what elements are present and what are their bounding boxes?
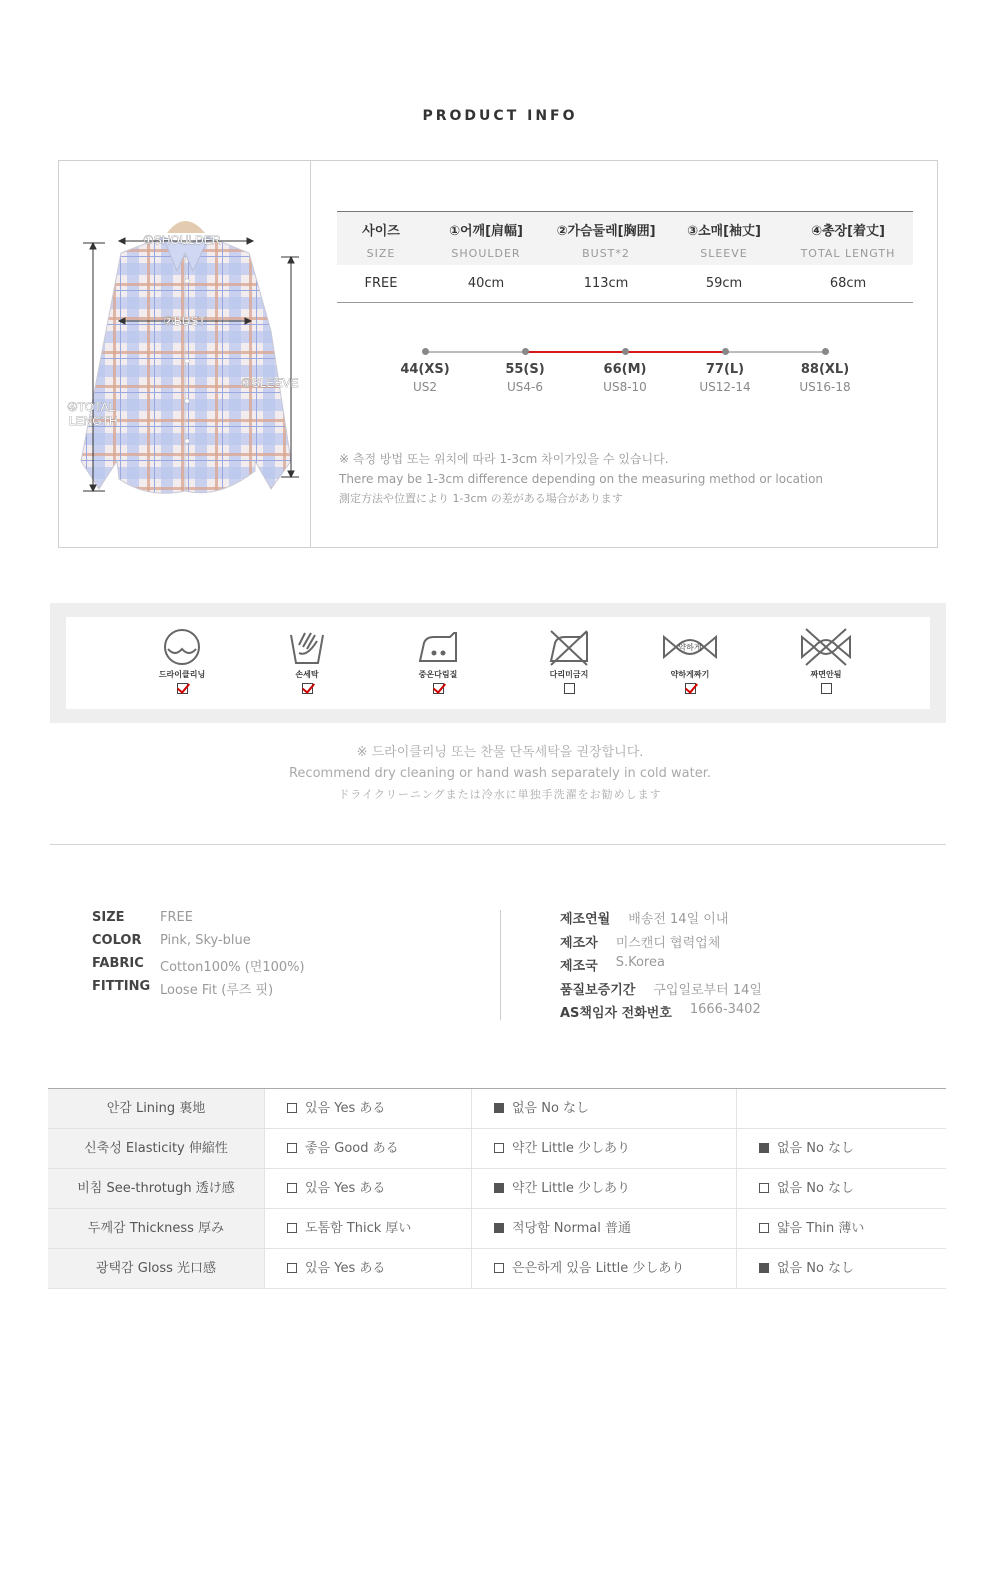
option-checkbox [759, 1183, 769, 1193]
option-checkbox [287, 1183, 297, 1193]
scale-label: 66(M) US8-10 [603, 362, 647, 394]
product-info-box [58, 160, 938, 548]
spec-key: COLOR [92, 933, 142, 948]
cell-bust: 113cm [583, 276, 629, 291]
spec-key: 제조자 [560, 935, 598, 951]
care-checkbox [433, 683, 444, 694]
care-item-dry-clean [132, 627, 232, 694]
spec-key: 제조연월 [560, 912, 611, 927]
feature-option: 없음 No なし [736, 1249, 946, 1288]
spec-key: 제조국 [560, 959, 598, 974]
feature-row-thickness [48, 1209, 946, 1249]
size-scale [400, 346, 851, 406]
feature-option: 약간 Little 少しあり [471, 1169, 736, 1208]
care-note-en: Recommend dry cleaning or hand wash separately in cold water. [288, 766, 711, 781]
care-label: 짜면안됨 [810, 670, 842, 679]
spec-row [92, 956, 305, 979]
spec-list-left [92, 910, 305, 1002]
feature-name: 두께감 Thickness 厚み [48, 1209, 264, 1248]
dry-clean-icon [162, 627, 202, 667]
feature-option: 좋음 Good ある [264, 1129, 471, 1168]
spec-key: SIZE [92, 910, 125, 925]
feature-option: 있음 Yes ある [264, 1249, 471, 1288]
spec-value: Cotton100% (면100%) [160, 960, 305, 975]
care-checkbox [177, 683, 188, 694]
no-iron-icon [547, 627, 591, 667]
feature-option: 적당함 Normal 普通 [471, 1209, 736, 1248]
spec-separator [500, 910, 501, 1020]
option-checkbox [494, 1143, 504, 1153]
care-checkbox [302, 683, 313, 694]
scale-label: 44(XS) US2 [400, 362, 450, 394]
option-checkbox [494, 1223, 504, 1233]
option-checkbox [287, 1143, 297, 1153]
shirt-diagram-panel [59, 161, 311, 547]
scale-dot [522, 348, 529, 355]
care-label: 중온다림질 [418, 670, 458, 679]
care-checkbox [821, 683, 832, 694]
feature-option: 도톰함 Thick 厚い [264, 1209, 471, 1248]
spec-row [560, 908, 762, 932]
section-divider [50, 844, 946, 845]
gentle-wring-icon [662, 627, 718, 667]
feature-option-empty [736, 1089, 946, 1128]
header-size-en: SIZE [366, 247, 396, 260]
feature-option: 없음 No なし [736, 1129, 946, 1168]
scale-dot [822, 348, 829, 355]
option-checkbox [494, 1183, 504, 1193]
option-checkbox [287, 1223, 297, 1233]
scale-label: 88(XL) US16-18 [799, 362, 851, 394]
spec-value: 배송전 14일 이내 [628, 912, 729, 927]
feature-option: 약간 Little 少しあり [471, 1129, 736, 1168]
feature-name: 안감 Lining 裏地 [48, 1089, 264, 1128]
diagram-label-total: ④TOTAL [67, 400, 116, 414]
spec-key: 품질보증기간 [560, 982, 636, 998]
spec-row [560, 979, 762, 1003]
care-label: 약하게짜기 [670, 670, 710, 679]
no-wring-icon [798, 627, 854, 667]
page-title: PRODUCT INFO [422, 108, 578, 124]
cell-sleeve: 59cm [705, 276, 743, 291]
measure-notes [339, 449, 823, 509]
feature-name: 광택감 Gloss 光口感 [48, 1249, 264, 1288]
scale-dot [422, 348, 429, 355]
spec-value: 미스캔디 협력업체 [615, 935, 721, 951]
gentle-wring-inner-text: 약하게 [678, 643, 702, 652]
diagram-label-sleeve: ③SLEEVE [241, 376, 299, 390]
spec-row [560, 1002, 762, 1026]
care-item-hand-wash [257, 627, 357, 694]
care-item-no-wring [776, 627, 876, 694]
measure-note-en: There may be 1-3cm difference depending on the measuring method or location [339, 472, 824, 486]
feature-row-gloss [48, 1249, 946, 1289]
care-item-gentle-wring [640, 627, 740, 694]
header-length-ko: ④총장[着丈] [810, 224, 885, 239]
cell-shoulder: 40cm [467, 276, 505, 291]
iron-medium-icon [416, 627, 460, 667]
option-checkbox [759, 1143, 769, 1153]
option-checkbox [287, 1103, 297, 1113]
spec-value: Loose Fit (루즈 핏) [160, 983, 274, 998]
hand-wash-icon [287, 627, 327, 667]
spec-row [560, 955, 762, 979]
feature-option: 없음 No なし [471, 1089, 736, 1128]
spec-list-right [560, 908, 762, 1026]
shirt-measurement-diagram [59, 161, 311, 547]
scale-dot [622, 348, 629, 355]
feature-name: 신축성 Elasticity 伸縮性 [48, 1129, 264, 1168]
care-note-ko: ※ 드라이클리닝 또는 찬물 단독세탁을 권장합니다. [356, 745, 644, 760]
care-panel-inner [66, 617, 930, 709]
cell-length: 68cm [829, 276, 867, 291]
header-shoulder-en: SHOULDER [451, 247, 521, 260]
feature-option: 있음 Yes ある [264, 1089, 471, 1128]
care-item-no-iron [519, 627, 619, 694]
feature-row-see-through [48, 1169, 946, 1209]
scale-dot [722, 348, 729, 355]
care-checkbox [564, 683, 575, 694]
spec-value: 1666-3402 [689, 1002, 761, 1017]
spec-key: FITTING [92, 979, 151, 994]
care-label: 드라이클리닝 [158, 670, 206, 679]
spec-row [92, 933, 305, 956]
cell-size: FREE [364, 276, 398, 291]
feature-option: 있음 Yes ある [264, 1169, 471, 1208]
care-label: 손세탁 [295, 670, 319, 679]
measure-note-jp: 測定方法や位置により 1-3cm の差がある場合があります [339, 492, 623, 505]
care-note-jp: ドライクリーニングまたは冷水に単独手洗濯をお勧めします [338, 788, 662, 801]
option-checkbox [494, 1103, 504, 1113]
feature-option: 얇음 Thin 薄い [736, 1209, 946, 1248]
size-table [337, 211, 913, 303]
header-sleeve-ko: ③소매[袖丈] [686, 224, 761, 239]
care-checkbox [685, 683, 696, 694]
spec-key: AS책임자 전화번호 [560, 1006, 672, 1021]
spec-value: Pink, Sky-blue [160, 933, 251, 948]
scale-label: 77(L) US12-14 [699, 362, 751, 394]
diagram-label-shoulder: ①SHOULDER [143, 233, 221, 247]
care-panel [50, 603, 946, 723]
feature-option: 은은하게 있음 Little 少しあり [471, 1249, 736, 1288]
spec-row [560, 932, 762, 956]
feature-row-elasticity [48, 1129, 946, 1169]
feature-name: 비침 See-throtugh 透け感 [48, 1169, 264, 1208]
spec-row [92, 979, 305, 1002]
diagram-label-length: LENGTH [69, 414, 118, 428]
diagram-label-bust: ②BUST [163, 314, 206, 328]
care-item-iron [388, 627, 488, 694]
scale-label: 55(S) US4-6 [505, 362, 545, 394]
size-table-row [337, 265, 913, 303]
feature-row-lining [48, 1089, 946, 1129]
feature-option: 없음 No なし [736, 1169, 946, 1208]
header-size-ko: 사이즈 [362, 224, 400, 239]
header-bust-en: BUST*2 [582, 247, 630, 260]
size-table-header [337, 212, 913, 265]
option-checkbox [759, 1263, 769, 1273]
care-label: 다리미금지 [549, 670, 589, 679]
spec-value: FREE [160, 910, 193, 925]
spec-key: FABRIC [92, 956, 144, 971]
option-checkbox [494, 1263, 504, 1273]
option-checkbox [759, 1223, 769, 1233]
spec-value: 구입일로부터 14일 [653, 982, 762, 998]
option-checkbox [287, 1263, 297, 1273]
spec-value: S.Korea [615, 955, 665, 970]
care-notes [0, 742, 1000, 805]
feature-table [48, 1088, 946, 1289]
spec-row [92, 910, 305, 933]
header-sleeve-en: SLEEVE [700, 247, 748, 260]
header-bust-ko: ②가슴둘레[胸囲] [556, 224, 656, 239]
header-length-en: TOTAL LENGTH [800, 247, 896, 260]
header-shoulder-ko: ①어깨[肩幅] [448, 224, 523, 239]
measure-note-ko: ※ 측정 방법 또는 위치에 따라 1-3cm 차이가있을 수 있습니다. [339, 452, 669, 466]
